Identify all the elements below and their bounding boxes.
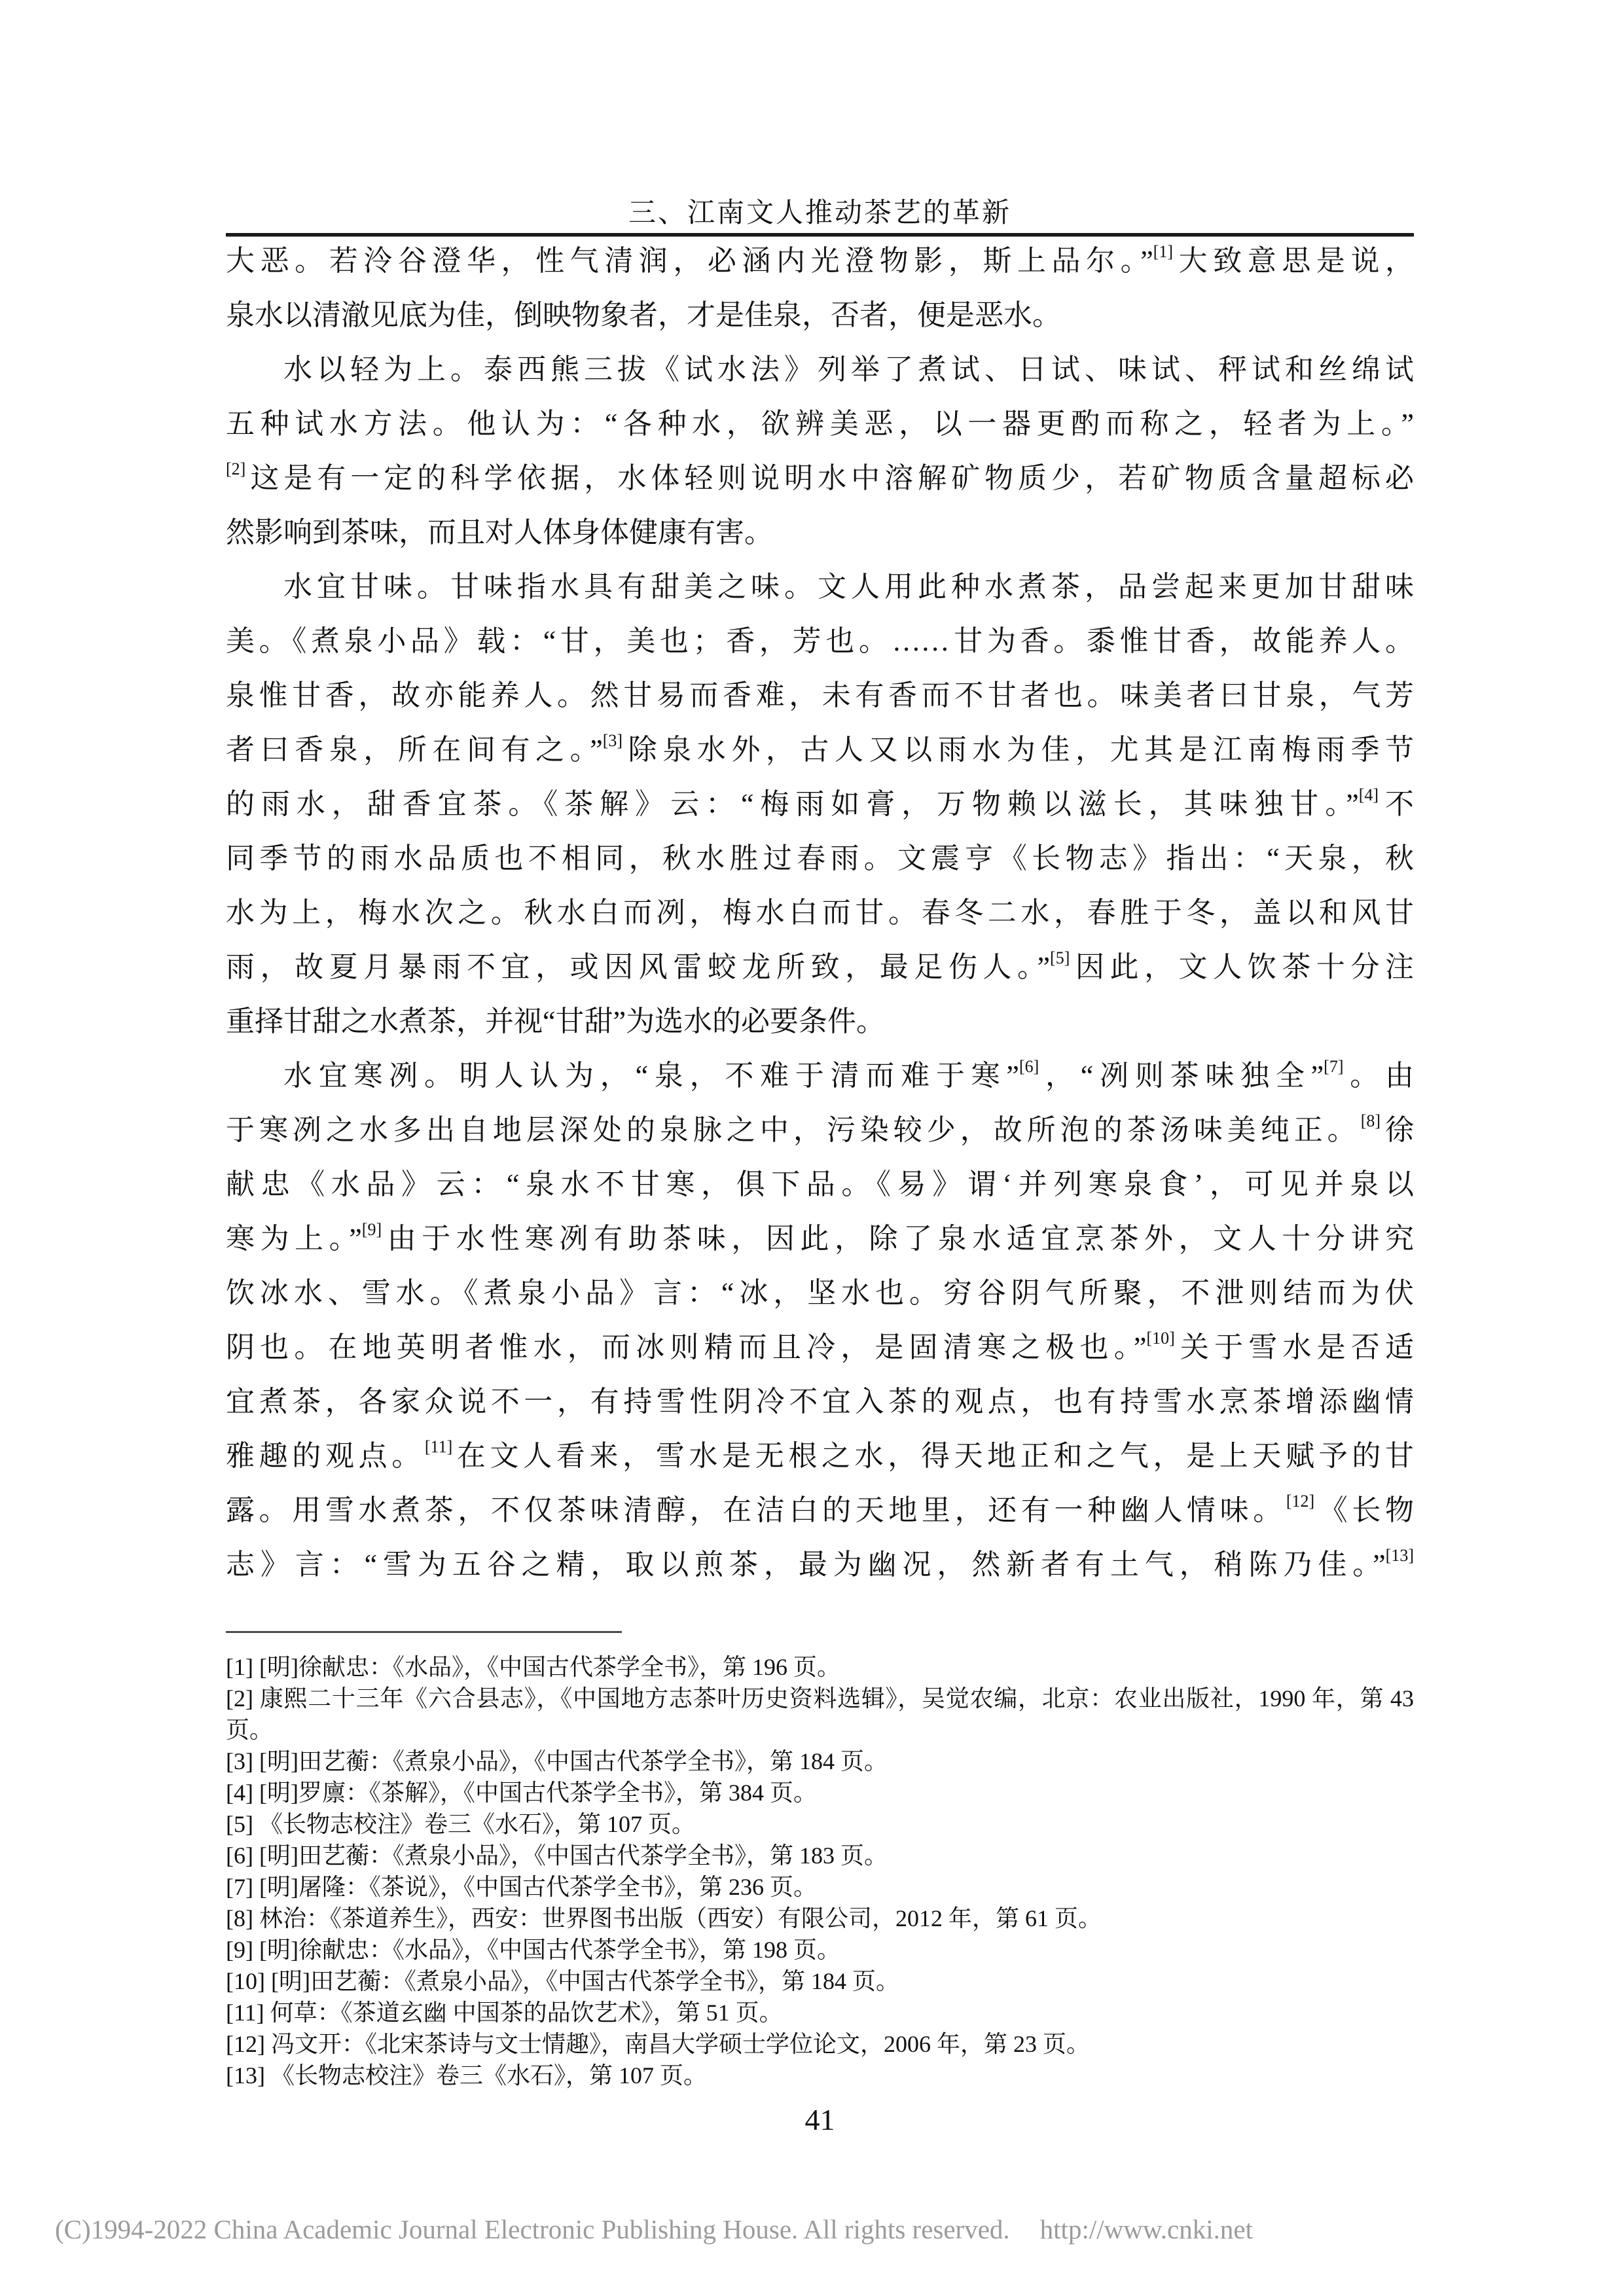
body-line: 雨，故夏月暴雨不宜，或因风雷蛟龙所致，最足伤人。”[5]因此，文人饮茶十分注 xyxy=(226,948,1415,983)
footnote: [10] [明]田艺蘅：《煮泉小品》，《中国古代茶学全书》，第 184 页。 xyxy=(226,1968,899,1994)
footnote-ref: [7] xyxy=(1324,1057,1344,1076)
footnote: [7] [明]屠隆：《茶说》，《中国古代茶学全书》，第 236 页。 xyxy=(226,1874,817,1900)
body-line: 然影响到茶味，而且对人体身体健康有害。 xyxy=(226,516,773,548)
footnote-separator xyxy=(226,1631,622,1633)
body-line: 五种试水方法。他认为：“各种水，欲辨美恶，以一器更酌而称之，轻者为上。” xyxy=(226,408,1414,440)
page-header-title: 三、江南文人推动茶艺的革新 xyxy=(628,198,1011,228)
body-line: 水以轻为上。泰西熊三拔《试水法》列举了煮试、日试、味试、秤试和丝绵试 xyxy=(283,353,1414,386)
footnote-ref: [11] xyxy=(424,1437,453,1456)
page-number: 41 xyxy=(804,2103,835,2136)
body-line: 宜煮茶，各家众说不一，有持雪性阴冷不宜入茶的观点，也有持雪水烹茶增添幽情 xyxy=(226,1386,1414,1418)
body-line: 寒为上。”[9]由于水性寒冽有助茶味，因此，除了泉水适宜烹茶外，文人十分讲究 xyxy=(226,1220,1414,1255)
body-line: 泉水以清澈见底为佳，倒映物象者，才是佳泉，否者，便是恶水。 xyxy=(226,299,1061,331)
footnote: [12] 冯文开：《北宋茶诗与文士情趣》，南昌大学硕士学位论文，2006 年，第 23 页。 xyxy=(226,2031,1090,2057)
footnote-ref: [5] xyxy=(1050,948,1070,967)
body-line: [2]这是有一定的科学依据，水体轻则说明水中溶解矿物质少，若矿物质含量超标必 xyxy=(226,459,1414,494)
body-paragraph xyxy=(226,560,1414,1049)
body-paragraph xyxy=(226,342,1414,560)
footnote-ref: [6] xyxy=(1019,1057,1039,1076)
footnote-ref: [3] xyxy=(602,731,623,750)
body-line: 泉惟甘香，故亦能养人。然甘易而香难，未有香而不甘者也。味美者曰甘泉，气芳 xyxy=(226,679,1414,711)
footnote: [6] [明]田艺蘅：《煮泉小品》，《中国古代茶学全书》，第 183 页。 xyxy=(226,1842,888,1869)
body-paragraph xyxy=(226,1049,1414,1592)
body-line: 美。《煮泉小品》载：“甘，美也；香，芳也。……甘为香。黍惟甘香，故能养人。 xyxy=(226,625,1414,657)
footnote: [8] 林治：《茶道养生》，西安：世界图书出版（西安）有限公司，2012 年，第 61 页。 xyxy=(226,1905,1102,1931)
body-line: 水为上，梅水次之。秋水白而冽，梅水白而甘。春冬二水，春胜于冬，盖以和风甘 xyxy=(226,897,1414,929)
footnote: [1] [明]徐献忠：《水品》，《中国古代茶学全书》，第 196 页。 xyxy=(226,1654,840,1680)
footnote: [4] [明]罗廪：《茶解》，《中国古代茶学全书》，第 384 页。 xyxy=(226,1780,817,1806)
footnote-ref: [8] xyxy=(1360,1111,1381,1130)
body-line: 重择甘甜之水煮茶，并视“甘甜”为选水的必要条件。 xyxy=(226,1005,886,1037)
body-line: 露。用雪水煮茶，不仅茶味清醇，在洁白的天地里，还有一种幽人情味。[12]《长物 xyxy=(226,1492,1414,1526)
footnote-ref: [12] xyxy=(1286,1492,1315,1511)
footnote: [2] 康熙二十三年《六合县志》，《中国地方志茶叶历史资料选辑》，吴觉农编，北京：农业出版社，1990 年，第 43 页。 xyxy=(226,1685,1414,1743)
body-line: 水宜寒冽。明人认为，“泉，不难于清而难于寒”[6]，“冽则茶味独全”[7]。由 xyxy=(283,1057,1414,1092)
body-line: 志》言：“雪为五谷之精，取以煎茶，最为幽况，然新者有土气，稍陈乃佳。”[13] xyxy=(226,1546,1414,1581)
footnote-ref: [4] xyxy=(1358,785,1379,804)
footnote: [13] 《长物志校注》卷三《水石》，第 107 页。 xyxy=(226,2062,707,2089)
copyright-text: (C)1994-2022 China Academic Journal Electronic Publishing House. All rights reserved. xyxy=(55,2214,1010,2244)
body-line: 水宜甘味。甘味指水具有甜美之味。文人用此种水煮茶，品尝起来更加甘甜味 xyxy=(283,571,1414,603)
body-text xyxy=(226,234,1414,1592)
body-paragraph xyxy=(226,234,1414,342)
body-line: 献忠《水品》云：“泉水不甘寒，俱下品。《易》谓‘并列寒泉食’，可见并泉以 xyxy=(226,1168,1414,1200)
body-line: 雅趣的观点。[11]在文人看来，雪水是无根之水，得天地正和之气，是上天赋予的甘 xyxy=(226,1437,1415,1472)
body-line: 阴也。在地英明者惟水，而冰则精而且冷，是固清寒之极也。”[10]关于雪水是否适 xyxy=(226,1329,1414,1363)
cnki-url: http://www.cnki.net xyxy=(1039,2214,1253,2244)
body-line: 大恶。若泠谷澄华，性气清润，必涵内光澄物影，斯上品尔。”[1]大致意思是说， xyxy=(226,242,1415,277)
footnote-ref: [13] xyxy=(1385,1546,1414,1565)
footnote: [3] [明]田艺蘅：《煮泉小品》，《中国古代茶学全书》，第 184 页。 xyxy=(226,1748,888,1774)
footnote: [11] 何草：《茶道玄幽 中国茶的品饮艺术》，第 51 页。 xyxy=(226,2000,783,2026)
footnote-ref: [9] xyxy=(361,1220,382,1239)
body-line: 者曰香泉，所在间有之。”[3]除泉水外，古人又以雨水为佳，尤其是江南梅雨季节 xyxy=(226,731,1415,766)
footnote-ref: [10] xyxy=(1146,1329,1175,1348)
body-line: 饮冰水、雪水。《煮泉小品》言：“冰，坚水也。穷谷阴气所聚，不泄则结而为伏 xyxy=(226,1277,1414,1309)
footnotes-list xyxy=(226,1651,1414,2091)
body-line: 于寒冽之水多出自地层深处的泉脉之中，污染较少，故所泡的茶汤味美纯正。[8]徐 xyxy=(226,1111,1415,1146)
footnote: [9] [明]徐献忠：《水品》，《中国古代茶学全书》，第 198 页。 xyxy=(226,1937,840,1963)
footnote-ref: [1] xyxy=(1153,242,1174,261)
footnote: [5] 《长物志校注》卷三《水石》，第 107 页。 xyxy=(226,1811,695,1837)
footnote-ref: [2] xyxy=(226,459,246,478)
body-line: 的雨水，甜香宜茶。《茶解》云：“梅雨如膏，万物赖以滋长，其味独甘。”[4]不 xyxy=(226,785,1415,820)
cnki-footer xyxy=(55,2214,1585,2245)
body-line: 同季节的雨水品质也不相同，秋水胜过春雨。文震亨《长物志》指出：“天泉，秋 xyxy=(226,842,1414,874)
